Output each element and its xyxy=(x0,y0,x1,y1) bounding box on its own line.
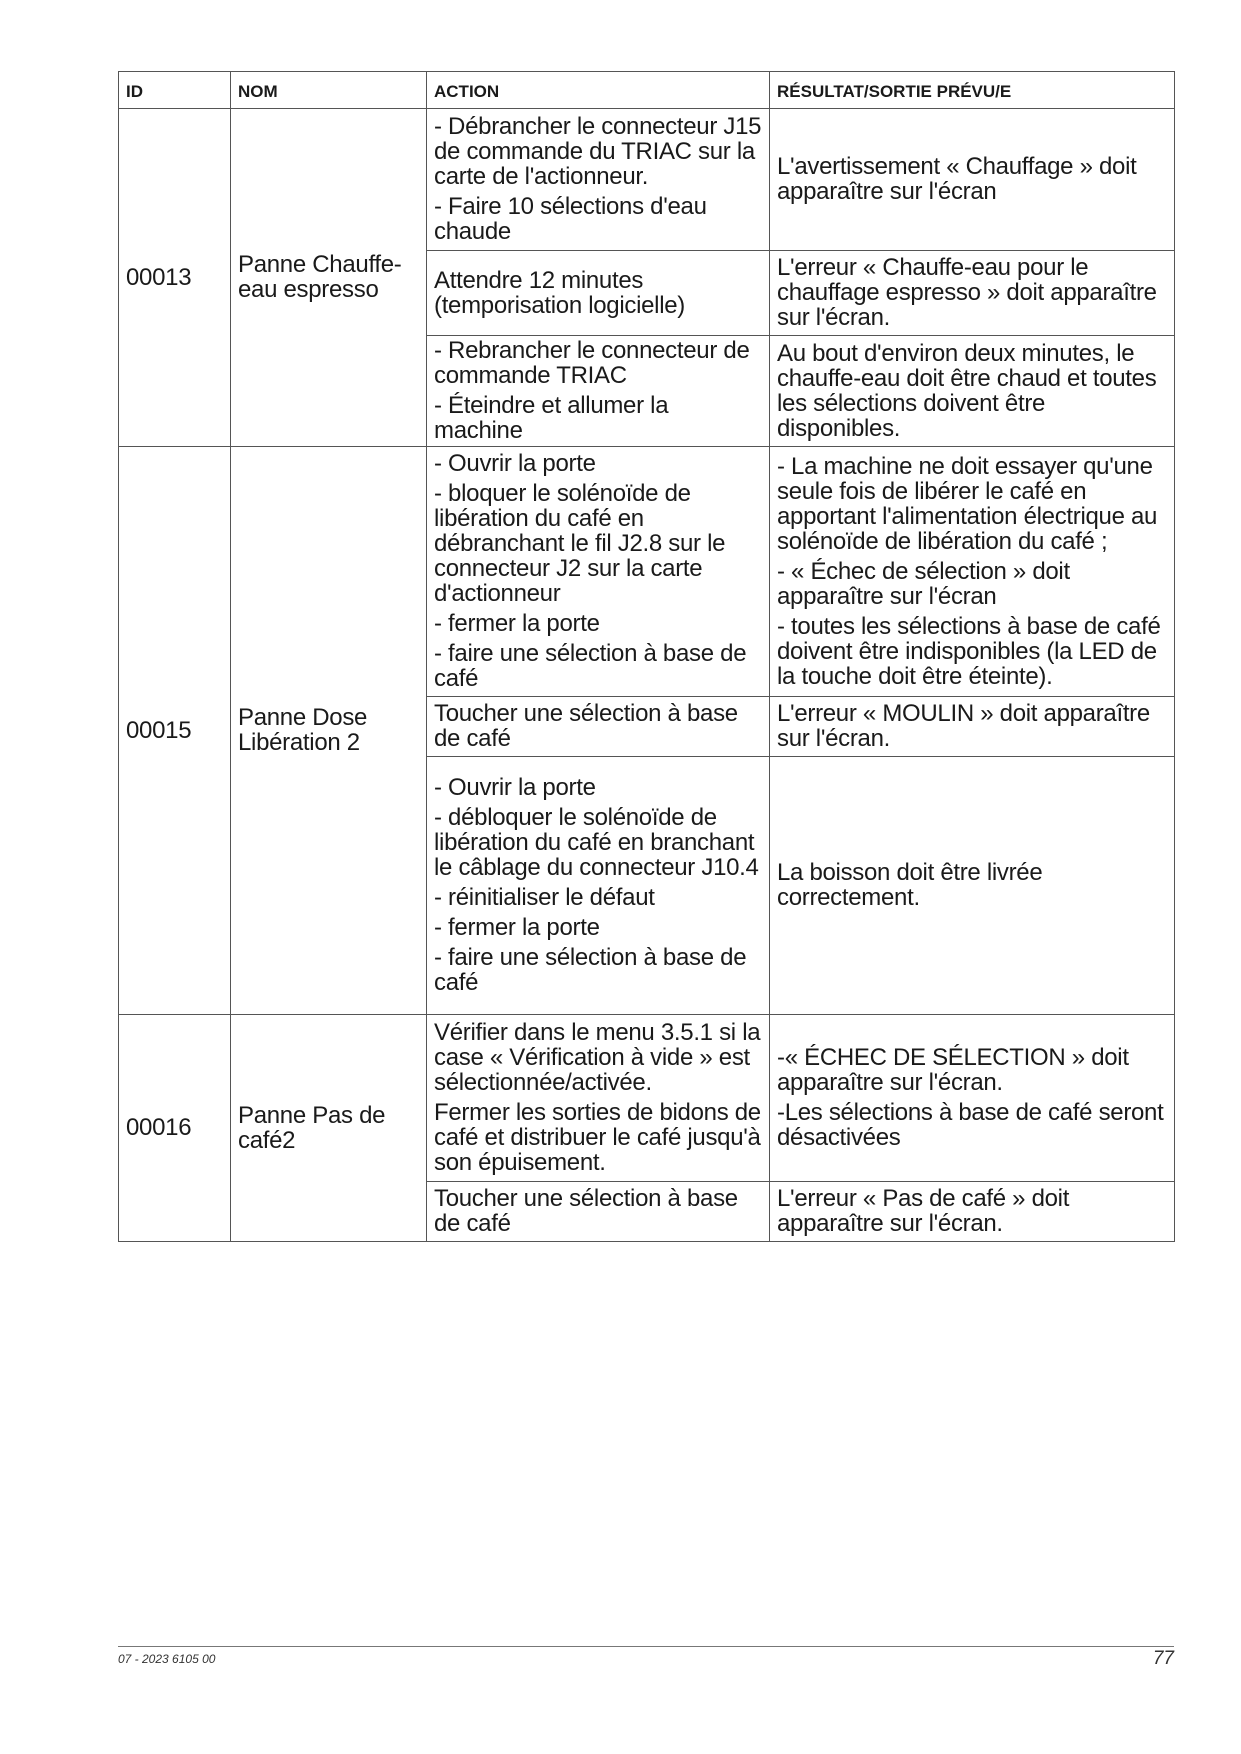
action-cell xyxy=(427,757,770,1015)
result-text: -Les sélections à base de café seront désactivées xyxy=(777,1099,1164,1151)
table-row xyxy=(119,1015,1175,1182)
result-text: L'erreur « Pas de café » doit apparaître sur l'écran. xyxy=(777,1185,1070,1237)
fault-name: Panne Chauffe-eau espresso xyxy=(231,109,427,447)
header-action: ACTION xyxy=(427,72,770,109)
fault-id: 00015 xyxy=(119,447,231,1015)
action-cell xyxy=(427,336,770,447)
result-text: L'erreur « Chauffe-eau pour le chauffage espresso » doit apparaître sur l'écran. xyxy=(777,254,1157,331)
action-step: - faire une sélection à base de café xyxy=(434,640,747,692)
action-step: - débloquer le solénoïde de libération du café en branchant le câblage du connecteur J10.4 xyxy=(434,804,759,881)
action-step: - bloquer le solénoïde de libération du café en débranchant le fil J2.8 sur le connecteur J2 sur la carte d'actionneur xyxy=(434,480,726,607)
fault-name: Panne Pas de café2 xyxy=(231,1015,427,1242)
result-cell xyxy=(770,1015,1175,1182)
table-row xyxy=(119,447,1175,697)
action-step: Fermer les sorties de bidons de café et distribuer le café jusqu'à son épuisement. xyxy=(434,1099,761,1176)
action-step: - Ouvrir la porte xyxy=(434,774,596,801)
result-text: - La machine ne doit essayer qu'une seule fois de libérer le café en apportant l'alimentation électrique au solénoïde de libération du café ; xyxy=(777,452,1158,555)
result-cell xyxy=(770,336,1175,447)
header-id: ID xyxy=(119,72,231,109)
header-nom: NOM xyxy=(231,72,427,109)
result-text: - toutes les sélections à base de café doivent être indisponibles (la LED de la touche doit être éteinte). xyxy=(777,612,1161,690)
fault-id: 00016 xyxy=(119,1015,231,1242)
result-text: La boisson doit être livrée correctement. xyxy=(777,859,1043,911)
result-text: L'avertissement « Chauffage » doit apparaître sur l'écran xyxy=(777,153,1137,205)
action-step: - Débrancher le connecteur J15 de commande du TRIAC sur la carte de l'actionneur. xyxy=(434,113,762,190)
action-step: - Rebrancher le connecteur de commande TRIAC xyxy=(434,337,750,389)
action-cell xyxy=(427,251,770,336)
action-step: Toucher une sélection à base de café xyxy=(434,700,738,752)
result-text: Au bout d'environ deux minutes, le chauffe-eau doit être chaud et toutes les sélections doivent être disponibles. xyxy=(777,339,1157,442)
table-row xyxy=(119,109,1175,251)
result-cell xyxy=(770,109,1175,251)
action-step: Toucher une sélection à base de café xyxy=(434,1185,738,1237)
action-step: - Éteindre et allumer la machine xyxy=(434,392,669,444)
page-number: 77 xyxy=(1152,1648,1174,1669)
action-step: Vérifier dans le menu 3.5.1 si la case « Vérification à vide » est sélectionnée/activée. xyxy=(434,1019,761,1096)
action-step: - faire une sélection à base de café xyxy=(434,944,747,996)
action-cell xyxy=(427,1182,770,1242)
fault-name: Panne Dose Libération 2 xyxy=(231,447,427,1015)
action-step: Attendre 12 minutes (temporisation logicielle) xyxy=(434,266,685,319)
action-step: - fermer la porte xyxy=(434,610,600,637)
table-header-row xyxy=(119,72,1175,109)
action-cell xyxy=(427,1015,770,1182)
action-step: - réinitialiser le défaut xyxy=(434,884,655,911)
footer-divider xyxy=(118,1646,1174,1647)
result-cell xyxy=(770,757,1175,1015)
fault-test-table xyxy=(118,71,1175,1242)
result-cell xyxy=(770,447,1175,697)
action-step: - Faire 10 sélections d'eau chaude xyxy=(434,193,707,245)
action-cell xyxy=(427,447,770,697)
result-cell xyxy=(770,1182,1175,1242)
result-text: L'erreur « MOULIN » doit apparaître sur l'écran. xyxy=(777,700,1150,752)
action-step: - Ouvrir la porte xyxy=(434,450,596,477)
action-cell xyxy=(427,697,770,757)
document-code: 07 - 2023 6105 00 xyxy=(118,1652,216,1666)
result-text: - « Échec de sélection » doit apparaître sur l'écran xyxy=(777,557,1070,610)
action-cell xyxy=(427,109,770,251)
action-step: - fermer la porte xyxy=(434,914,600,941)
result-cell xyxy=(770,697,1175,757)
header-resultat: RÉSULTAT/SORTIE PRÉVU/E xyxy=(770,72,1175,109)
result-text: -« ÉCHEC DE SÉLECTION » doit apparaître sur l'écran. xyxy=(777,1044,1129,1096)
result-cell xyxy=(770,251,1175,336)
fault-id: 00013 xyxy=(119,109,231,447)
